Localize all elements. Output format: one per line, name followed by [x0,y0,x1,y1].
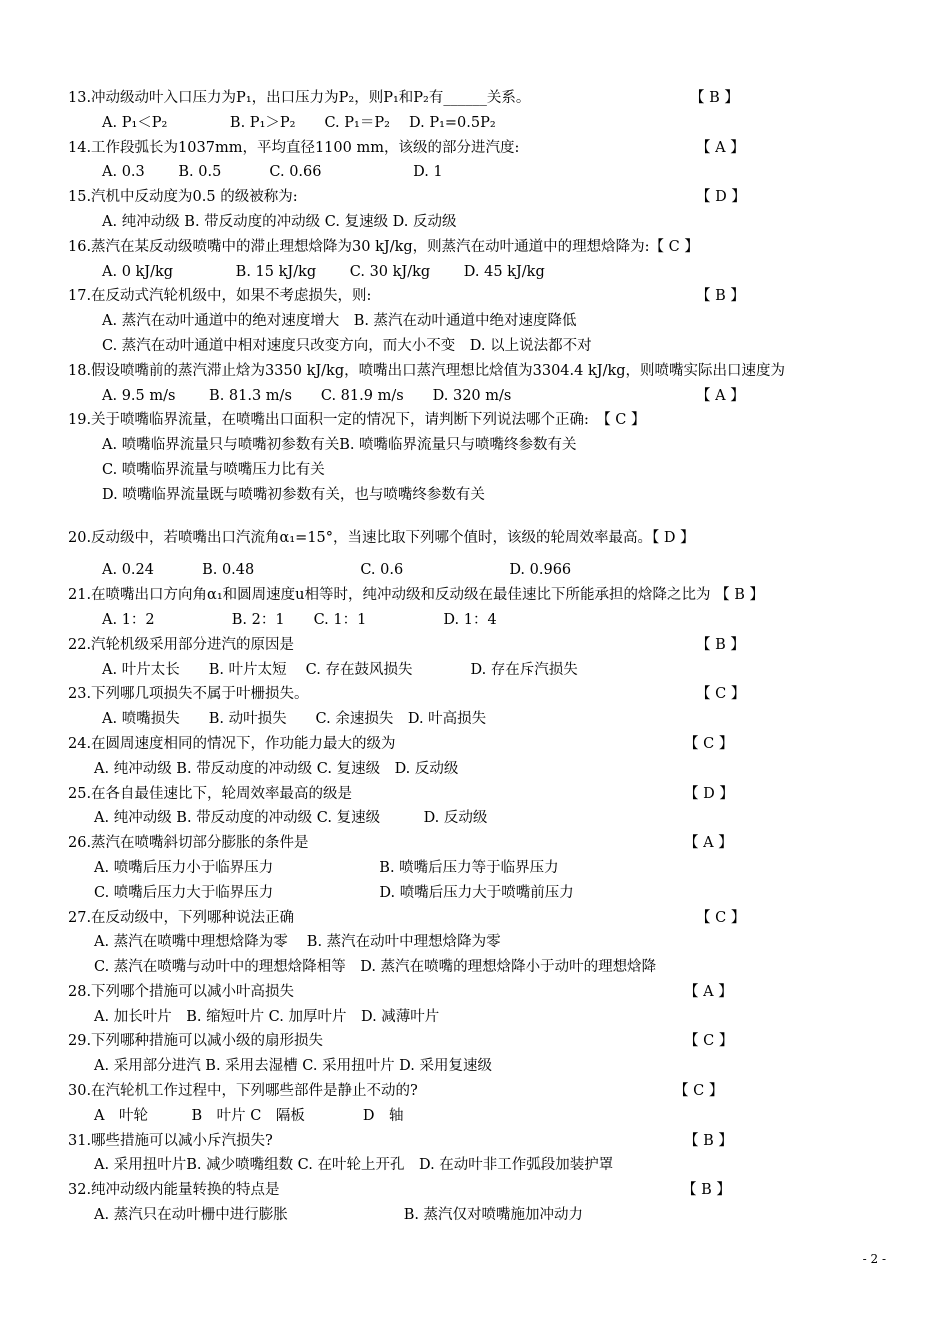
option-line [68,433,888,458]
line-text: A. 纯冲动级 B. 带反动度的冲动级 C. 复速级 D. 反动级 [102,213,457,230]
line-text: 24.在圆周速度相同的情况下，作功能力最大的级为 [68,735,396,752]
option-line [68,806,888,831]
question-line [68,732,888,757]
question-line [68,359,888,384]
question-line [68,1178,888,1203]
line-text: 32.纯冲动级内能量转换的特点是 [68,1182,280,1199]
question-line [68,235,888,260]
option-line [68,334,888,359]
line-text: 19.关于喷嘴临界流量，在喷嘴出口面积一定的情况下，请判断下列说法哪个正确: 【 C 】 [68,412,646,429]
answer-label: 【 C 】 [696,909,746,926]
answer-label: 【 B 】 [696,288,745,305]
line-text: A. 加长叶片 B. 缩短叶片 C. 加厚叶片 D. 减薄叶片 [94,1008,440,1025]
line-text: 17.在反动式汽轮机级中，如果不考虑损失，则: [68,288,372,305]
question-line [68,185,888,210]
option-line [68,930,888,955]
line-text: 25.在各自最佳速比下，轮周效率最高的级是 [68,785,353,802]
answer-label: 【 D 】 [696,189,746,206]
line-text: A. 纯冲动级 B. 带反动度的冲动级 C. 复速级 D. 反动级 [94,810,488,827]
line-text: 28.下列哪个措施可以减小叶高损失 [68,983,295,1000]
line-text: A. 采用扭叶片B. 减少喷嘴组数 C. 在叶轮上开孔 D. 在动叶非工作弧段加装护罩 [94,1157,614,1174]
option-line [68,1153,888,1178]
line-text: A. 喷嘴损失 B. 动叶损失 C. 余速损失 D. 叶高损失 [102,711,487,728]
option-line [68,384,888,409]
question-line [68,86,888,111]
line-text: 31.哪些措施可以减小斥汽损失? [68,1132,273,1149]
line-text: A 叶轮 B 叶片 C 隔板 D 轴 [94,1107,404,1124]
line-text: A. 蒸汽只在动叶栅中进行膨胀 B. 蒸汽仅对喷嘴施加冲动力 [94,1207,584,1224]
line-text: A. 喷嘴临界流量只与喷嘴初参数有关B. 喷嘴临界流量只与喷嘴终参数有关 [102,437,577,454]
option-line [68,1203,888,1228]
option-line [68,558,888,583]
question-line [68,136,888,161]
line-text: 18.假设喷嘴前的蒸汽滞止焓为3350 kJ/kg，喷嘴出口蒸汽理想比焓值为3304.4 kJ/kg，则喷嘴实际出口速度为 [68,362,786,379]
question-line [68,980,888,1005]
line-text: A. 1：2 B. 2：1 C. 1：1 D. 1：4 [102,611,497,628]
line-text: 16.蒸汽在某反动级喷嘴中的滞止理想焓降为30 kJ/kg，则蒸汽在动叶通道中的理想焓降为:【 C 】 [68,238,699,255]
option-line [68,210,888,235]
option-line [68,260,888,285]
page-number: - 2 - [862,1252,886,1266]
option-line [68,1005,888,1030]
line-text: 15.汽机中反动度为0.5 的级被称为: [68,189,298,206]
option-line [68,955,888,980]
question-line [68,583,888,608]
line-text: D. 喷嘴临界流量既与喷嘴初参数有关，也与喷嘴终参数有关 [102,486,485,503]
answer-label: 【 A 】 [696,139,745,156]
line-text: 20.反动级中，若喷嘴出口汽流角α₁=15°，当速比取下列哪个值时，该级的轮周效率最高。【 D 】 [68,529,695,546]
line-text: 26.蒸汽在喷嘴斜切部分膨胀的条件是 [68,835,309,852]
line-text: A. 纯冲动级 B. 带反动度的冲动级 C. 复速级 D. 反动级 [94,760,459,777]
line-text: 21.在喷嘴出口方向角α₁和圆周速度u相等时，纯冲动级和反动级在最佳速比下所能承担的焓降之比为 【 B 】 [68,587,764,604]
answer-label: 【 C 】 [674,1083,724,1100]
answer-label: 【 B 】 [690,90,739,106]
line-text: A. 叶片太长 B. 叶片太短 C. 存在鼓风损失 D. 存在斥汽损失 [102,661,578,678]
line-text: 30.在汽轮机工作过程中，下列哪些部件是静止不动的? [68,1083,418,1100]
line-text: A. 采用部分进汽 B. 采用去湿槽 C. 采用扭叶片 D. 采用复速级 [94,1058,493,1075]
line-text: C. 蒸汽在喷嘴与动叶中的理想焓降相等 D. 蒸汽在喷嘴的理想焓降小于动叶的理想焓降 [94,959,657,976]
exam-page [68,86,888,1228]
option-line [68,856,888,881]
question-line [68,782,888,807]
answer-label: 【 B 】 [682,1182,731,1199]
line-text: C. 蒸汽在动叶通道中相对速度只改变方向，而大小不变 D. 以上说法都不对 [102,337,592,354]
line-text: A. 0 kJ/kg B. 15 kJ/kg C. 30 kJ/kg D. 45 kJ/kg [102,263,545,280]
question-line [68,1129,888,1154]
option-line [68,608,888,633]
answer-label: 【 B 】 [696,636,745,653]
option-line [68,658,888,683]
line-text: A. 0.24 B. 0.48 C. 0.6 D. 0.966 [102,562,572,579]
line-text: 29.下列哪种措施可以减小级的扇形损失 [68,1033,324,1050]
answer-label: 【 A 】 [696,387,745,404]
option-line [68,1054,888,1079]
option-line [68,160,888,185]
option-line [68,881,888,906]
line-text: 23.下列哪几项损失不属于叶栅损失。 [68,686,309,703]
option-line [68,707,888,732]
question-line [68,526,888,551]
line-text: A. P₁＜P₂ B. P₁＞P₂ C. P₁＝P₂ D. P₁=0.5P₂ [102,114,496,131]
option-line [68,757,888,782]
option-line [68,1104,888,1129]
question-line [68,408,888,433]
line-text: 14.工作段弧长为1037mm，平均直径1100 mm，该级的部分进汽度: [68,139,520,156]
answer-label: 【 B 】 [684,1132,733,1149]
line-text: 13.冲动级动叶入口压力为P₁，出口压力为P₂，则P₁和P₂有______关系。 [68,90,531,106]
question-line [68,831,888,856]
question-line [68,906,888,931]
option-line [68,458,888,483]
line-text: 22.汽轮机级采用部分进汽的原因是 [68,636,295,653]
line-text: A. 蒸汽在喷嘴中理想焓降为零 B. 蒸汽在动叶中理想焓降为零 [94,934,501,951]
question-line [68,284,888,309]
line-text: 27.在反动级中，下列哪种说法正确 [68,909,295,926]
line-text: C. 喷嘴后压力大于临界压力 D. 喷嘴后压力大于喷嘴前压力 [94,884,574,901]
question-line [68,682,888,707]
line-text: A. 喷嘴后压力小于临界压力 B. 喷嘴后压力等于临界压力 [94,859,559,876]
line-text: A. 蒸汽在动叶通道中的绝对速度增大 B. 蒸汽在动叶通道中绝对速度降低 [102,313,577,330]
option-line [68,111,888,136]
answer-label: 【 A 】 [684,983,733,1000]
answer-label: 【 C 】 [684,1033,734,1050]
answer-label: 【 D 】 [684,785,734,802]
line-text: A. 0.3 B. 0.5 C. 0.66 D. 1 [102,164,443,181]
answer-label: 【 C 】 [696,686,746,703]
answer-label: 【 C 】 [684,735,734,752]
question-line [68,633,888,658]
option-line [68,483,888,508]
line-text: A. 9.5 m/s B. 81.3 m/s C. 81.9 m/s D. 320 m/s [102,387,512,404]
line-text: C. 喷嘴临界流量与喷嘴压力比有关 [102,461,325,478]
option-line [68,309,888,334]
answer-label: 【 A 】 [684,835,733,852]
question-line [68,1029,888,1054]
question-line [68,1079,888,1104]
